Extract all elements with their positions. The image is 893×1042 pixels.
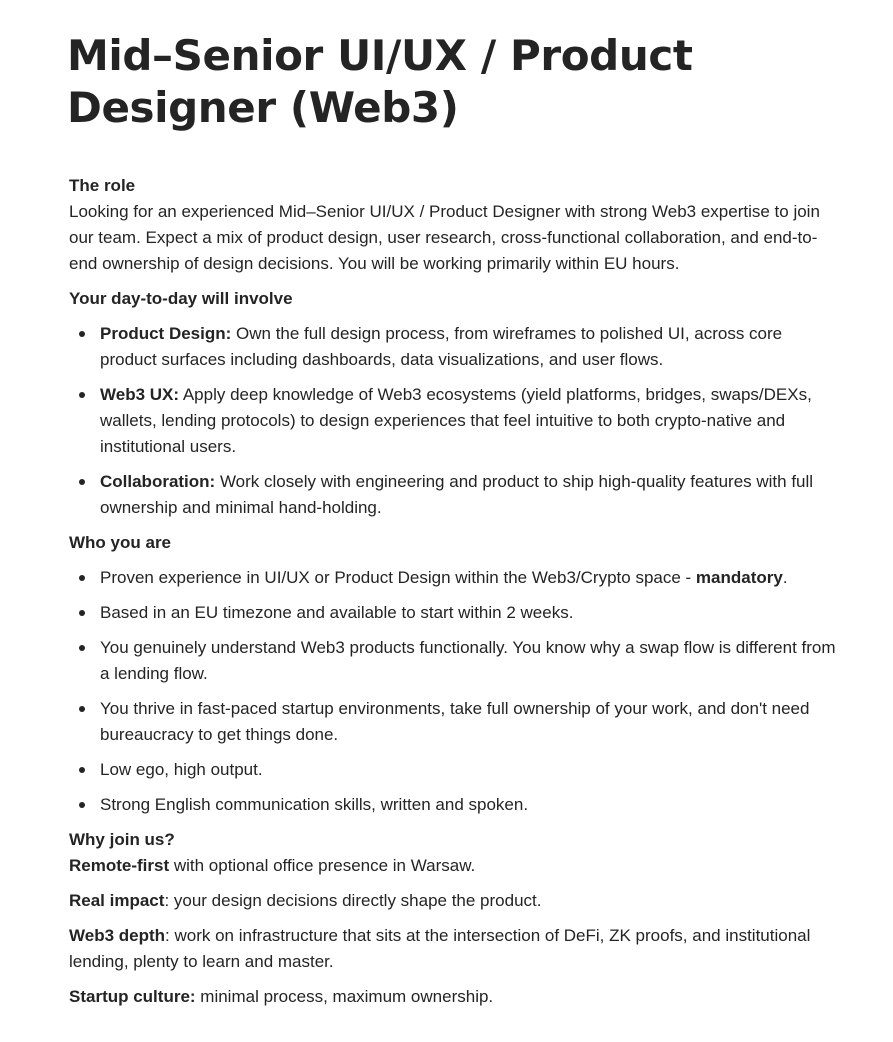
list-item <box>100 600 843 626</box>
list-item <box>100 757 843 783</box>
list-item-text: Work closely with engineering and product to ship high-quality features with full ownership and minimal hand-holding. <box>100 472 814 517</box>
list-item-suffix: . <box>782 568 788 587</box>
list-item-text: You genuinely understand Web3 products functionally. You know why a swap flow is different from a lending flow. <box>100 638 836 683</box>
list-item <box>100 696 843 748</box>
why-join-label: Startup culture: <box>69 987 196 1006</box>
why-join-text: minimal process, maximum ownership. <box>195 987 494 1006</box>
list-item <box>100 792 843 818</box>
list-item <box>100 469 843 521</box>
bullet-icon <box>79 479 85 485</box>
list-item-emphasis: mandatory <box>695 568 783 587</box>
why-join-item <box>69 984 843 1010</box>
list-item-label: Collaboration: <box>100 472 216 491</box>
why-join-text: : work on infrastructure that sits at the intersection of DeFi, ZK proofs, and institutional lending, plenty to learn and master. <box>69 926 811 971</box>
list-item-text: Based in an EU timezone and available to start within 2 weeks. <box>100 603 574 622</box>
bullet-icon <box>79 767 85 773</box>
why-join-label: Real impact <box>69 891 165 910</box>
list-item-text: You thrive in fast-paced startup environments, take full ownership of your work, and don't need bureaucracy to get things done. <box>100 699 810 744</box>
list-item-text: Strong English communication skills, written and spoken. <box>100 795 529 814</box>
list-item-text: Apply deep knowledge of Web3 ecosystems (yield platforms, bridges, swaps/DEXs, wallets, lending protocols) to design experiences that feel intuitive to both crypto-native and institutional users. <box>100 385 812 456</box>
role-heading: The role <box>69 176 136 195</box>
list-item <box>100 321 843 373</box>
who-you-are-list <box>69 565 843 818</box>
list-item-label: Product Design: <box>100 324 232 343</box>
who-you-are-heading: Who you are <box>69 533 172 552</box>
why-join-item <box>69 853 843 879</box>
day-to-day-heading: Your day-to-day will involve <box>69 289 293 308</box>
why-join-item <box>69 888 843 914</box>
why-join-item <box>69 923 843 975</box>
bullet-icon <box>79 610 85 616</box>
bullet-icon <box>79 802 85 808</box>
bullet-icon <box>79 645 85 651</box>
list-item-text: Low ego, high output. <box>100 760 263 779</box>
bullet-icon <box>79 392 85 398</box>
day-to-day-list <box>69 321 843 521</box>
role-description: Looking for an experienced Mid–Senior UI/UX / Product Designer with strong Web3 expertise to join our team. Expect a mix of product design, user research, cross-functional collaboration, and end-to-end ownership of design decisions. You will be working primarily within EU hours. <box>69 202 820 273</box>
bullet-icon <box>79 575 85 581</box>
list-item-label: Web3 UX: <box>100 385 180 404</box>
bullet-icon <box>79 706 85 712</box>
list-item-text: Own the full design process, from wireframes to polished UI, across core product surfaces including dashboards, data visualizations, and user flows. <box>100 324 783 369</box>
job-title: Mid–Senior UI/UX / Product Designer (Web3) <box>67 31 693 132</box>
list-item-text: Proven experience in UI/UX or Product Design within the Web3/Crypto space - <box>100 568 696 587</box>
bullet-icon <box>79 331 85 337</box>
why-join-label: Web3 depth <box>69 926 166 945</box>
job-description <box>69 173 843 1010</box>
why-join-text: : your design decisions directly shape the product. <box>164 891 542 910</box>
why-join-text: with optional office presence in Warsaw. <box>169 856 476 875</box>
why-join-heading: Why join us? <box>69 830 175 849</box>
list-item <box>100 382 843 460</box>
list-item <box>100 565 843 591</box>
why-join-label: Remote-first <box>69 856 170 875</box>
list-item <box>100 635 843 687</box>
